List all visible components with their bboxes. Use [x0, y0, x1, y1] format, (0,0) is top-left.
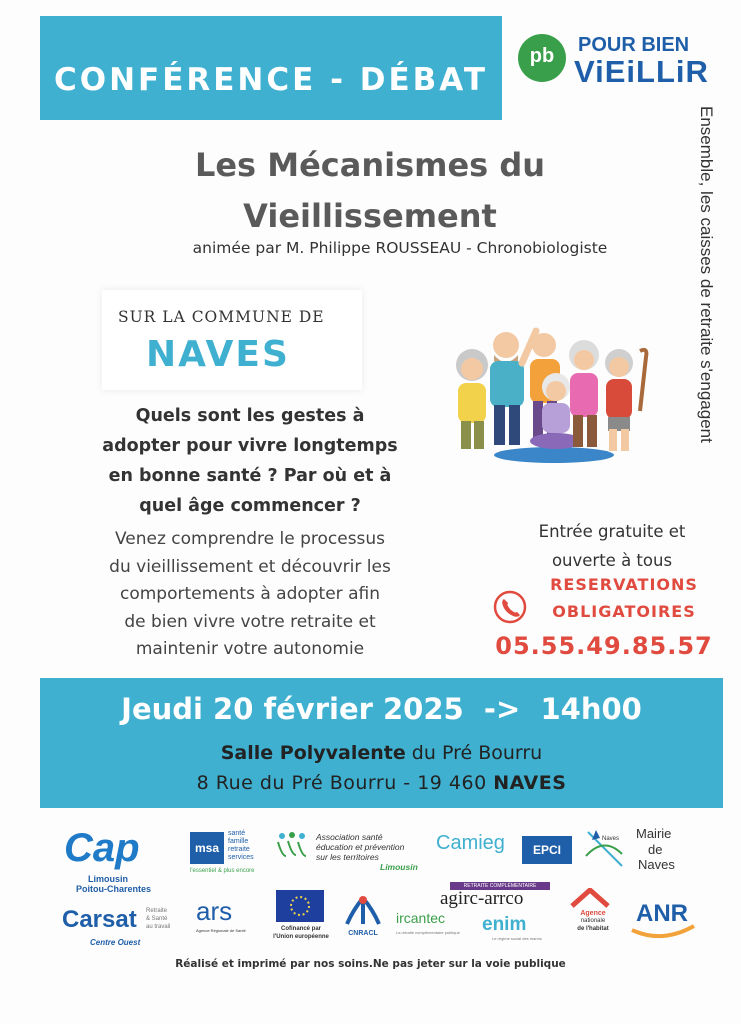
people-chain-icon	[276, 830, 312, 860]
description-line: Venez comprendre le processus	[114, 529, 386, 549]
cnracl-name: CNRACL	[348, 930, 378, 937]
slogan-text: Ensemble, les caisses de retraite s'engagent	[697, 106, 716, 443]
venue-line	[40, 742, 723, 764]
description-line: maintenir votre autonomie	[135, 639, 365, 659]
mairie-naves-logo	[582, 824, 692, 874]
question-line: Quels sont les gestes à	[135, 406, 365, 426]
eu-line2: l'Union européenne	[273, 934, 329, 940]
cap-name: Cap	[64, 826, 140, 870]
enim-sub: Le régime social des marins	[492, 936, 542, 941]
ars-name: ars	[196, 896, 233, 926]
event-description	[60, 526, 440, 664]
phone-number[interactable]: 05.55.49.85.57	[495, 632, 713, 660]
description-line: comportements à adopter afin	[120, 584, 380, 604]
commune-name: NAVES	[146, 334, 290, 375]
carsat-t3: au travail	[146, 924, 171, 930]
agirc-arrco-logo	[440, 882, 552, 912]
enim-name: enim	[482, 914, 527, 935]
msa-t1: santé	[228, 830, 246, 837]
cnracl-logo	[340, 894, 386, 944]
anah-logo	[564, 888, 622, 938]
reservation-line1: RESERVATIONS	[550, 575, 698, 594]
question-line: adopter pour vivre longtemps	[102, 436, 398, 456]
epci-logo: EPCI	[522, 836, 572, 864]
arrow-text: ->	[483, 692, 521, 726]
description-line: de bien vivre votre retraite et	[124, 611, 376, 632]
asept-line1: Association santé	[316, 832, 383, 842]
naves-tag: Naves	[602, 836, 620, 842]
anah-line1: Agence	[580, 910, 606, 917]
mairie-line3: Naves	[638, 857, 675, 872]
speaker-subtitle: animée par M. Philippe ROUSSEAU - Chronobiologiste	[192, 239, 608, 257]
ars-logo	[194, 896, 264, 940]
banner-text: CONFÉRENCE - DÉBAT	[53, 62, 489, 98]
msa-t3: retraite	[228, 846, 250, 853]
eu-flag-icon	[276, 890, 324, 922]
entry-info	[512, 517, 712, 575]
address-city: NAVES	[493, 772, 567, 794]
mairie-line2: de	[648, 842, 663, 857]
title-banner	[40, 16, 502, 120]
commune-label: SUR LA COMMUNE DE	[118, 308, 325, 326]
asept-line4: Limousin	[380, 862, 418, 872]
carsat-name: Carsat	[62, 906, 137, 933]
enim-logo	[482, 914, 542, 948]
key-question	[60, 401, 440, 521]
question-line: en bonne santé ? Par où et à	[108, 466, 392, 486]
logo-line1: POUR BIEN	[578, 34, 690, 56]
question-line: quel âge commencer ?	[139, 496, 361, 516]
venue-rest: du Pré Bourru	[405, 742, 543, 764]
asept-line2: éducation et prévention	[316, 842, 405, 852]
msa-t4: services	[228, 854, 254, 861]
mairie-line1: Mairie	[636, 826, 672, 841]
ars-sub: Agence Régionale de Santé	[196, 928, 246, 933]
description-line: du vieillissement et découvrir les	[109, 556, 391, 577]
agirc-tag: RETRAITE COMPLÉMENTAIRE	[450, 882, 550, 890]
logo-line2: ViEiLLiR	[574, 54, 709, 89]
camieg-logo: Camieg	[436, 832, 505, 854]
anah-line2: nationale	[580, 918, 606, 924]
ircantec-sub: La retraite complémentaire publique	[396, 930, 460, 935]
event-time: 14h00	[540, 692, 642, 726]
msa-name: msa	[190, 832, 224, 864]
cnracl-emblem-icon	[343, 894, 383, 928]
address-street: 8 Rue du Pré Bourru - 19 460	[196, 772, 494, 794]
carsat-t1: Retraite	[146, 908, 168, 914]
title-line1: Les Mécanismes du	[194, 146, 546, 184]
event-date: Jeudi 20 février 2025	[121, 692, 464, 726]
agirc-name: agirc-arrco	[440, 888, 524, 909]
carsat-t2: & Santé	[146, 916, 168, 922]
cap-sub2: Poitou-Charentes	[76, 884, 152, 894]
group-of-seniors-illustration	[444, 315, 654, 465]
entry-line1: Entrée gratuite et	[538, 522, 686, 541]
date-time-line	[40, 692, 723, 726]
anr-logo	[628, 896, 696, 940]
reservation-line2: OBLIGATOIRES	[552, 602, 696, 621]
phone-icon	[493, 590, 527, 624]
carsat-logo	[62, 906, 192, 950]
anah-line3: de l'habitat	[577, 926, 609, 932]
eu-logo	[268, 890, 334, 946]
cap-logo	[58, 826, 178, 896]
title-line2: Vieillissement	[243, 197, 497, 235]
address-line	[40, 772, 723, 794]
date-banner	[40, 678, 723, 808]
reservation-notice	[534, 571, 714, 625]
pbv-badge: pb	[518, 34, 566, 82]
conference-title	[150, 140, 590, 242]
anah-roof-icon	[570, 888, 610, 908]
anr-name: ANR	[636, 900, 688, 927]
footer-notice: Réalisé et imprimé par nos soins.Ne pas jeter sur la voie publique	[175, 958, 566, 970]
carsat-sub: Centre Ouest	[90, 938, 141, 947]
cap-sub1: Limousin	[88, 874, 128, 884]
naves-emblem-icon	[582, 826, 626, 870]
entry-line2: ouverte à tous	[551, 551, 673, 570]
asept-logo	[276, 826, 426, 882]
eu-line1: Cofinancé par	[280, 926, 321, 932]
msa-tagline: l'essentiel & plus encore	[190, 868, 255, 874]
asept-line3: sur les territoires	[316, 852, 379, 862]
vertical-slogan	[688, 106, 728, 506]
pour-bien-vieillir-logo	[518, 30, 718, 92]
msa-logo	[190, 830, 270, 878]
commune-box	[102, 290, 362, 390]
venue-name: Salle Polyvalente	[220, 742, 406, 764]
ircantec-name: ircantec	[396, 910, 446, 926]
msa-t2: famille	[228, 838, 249, 845]
